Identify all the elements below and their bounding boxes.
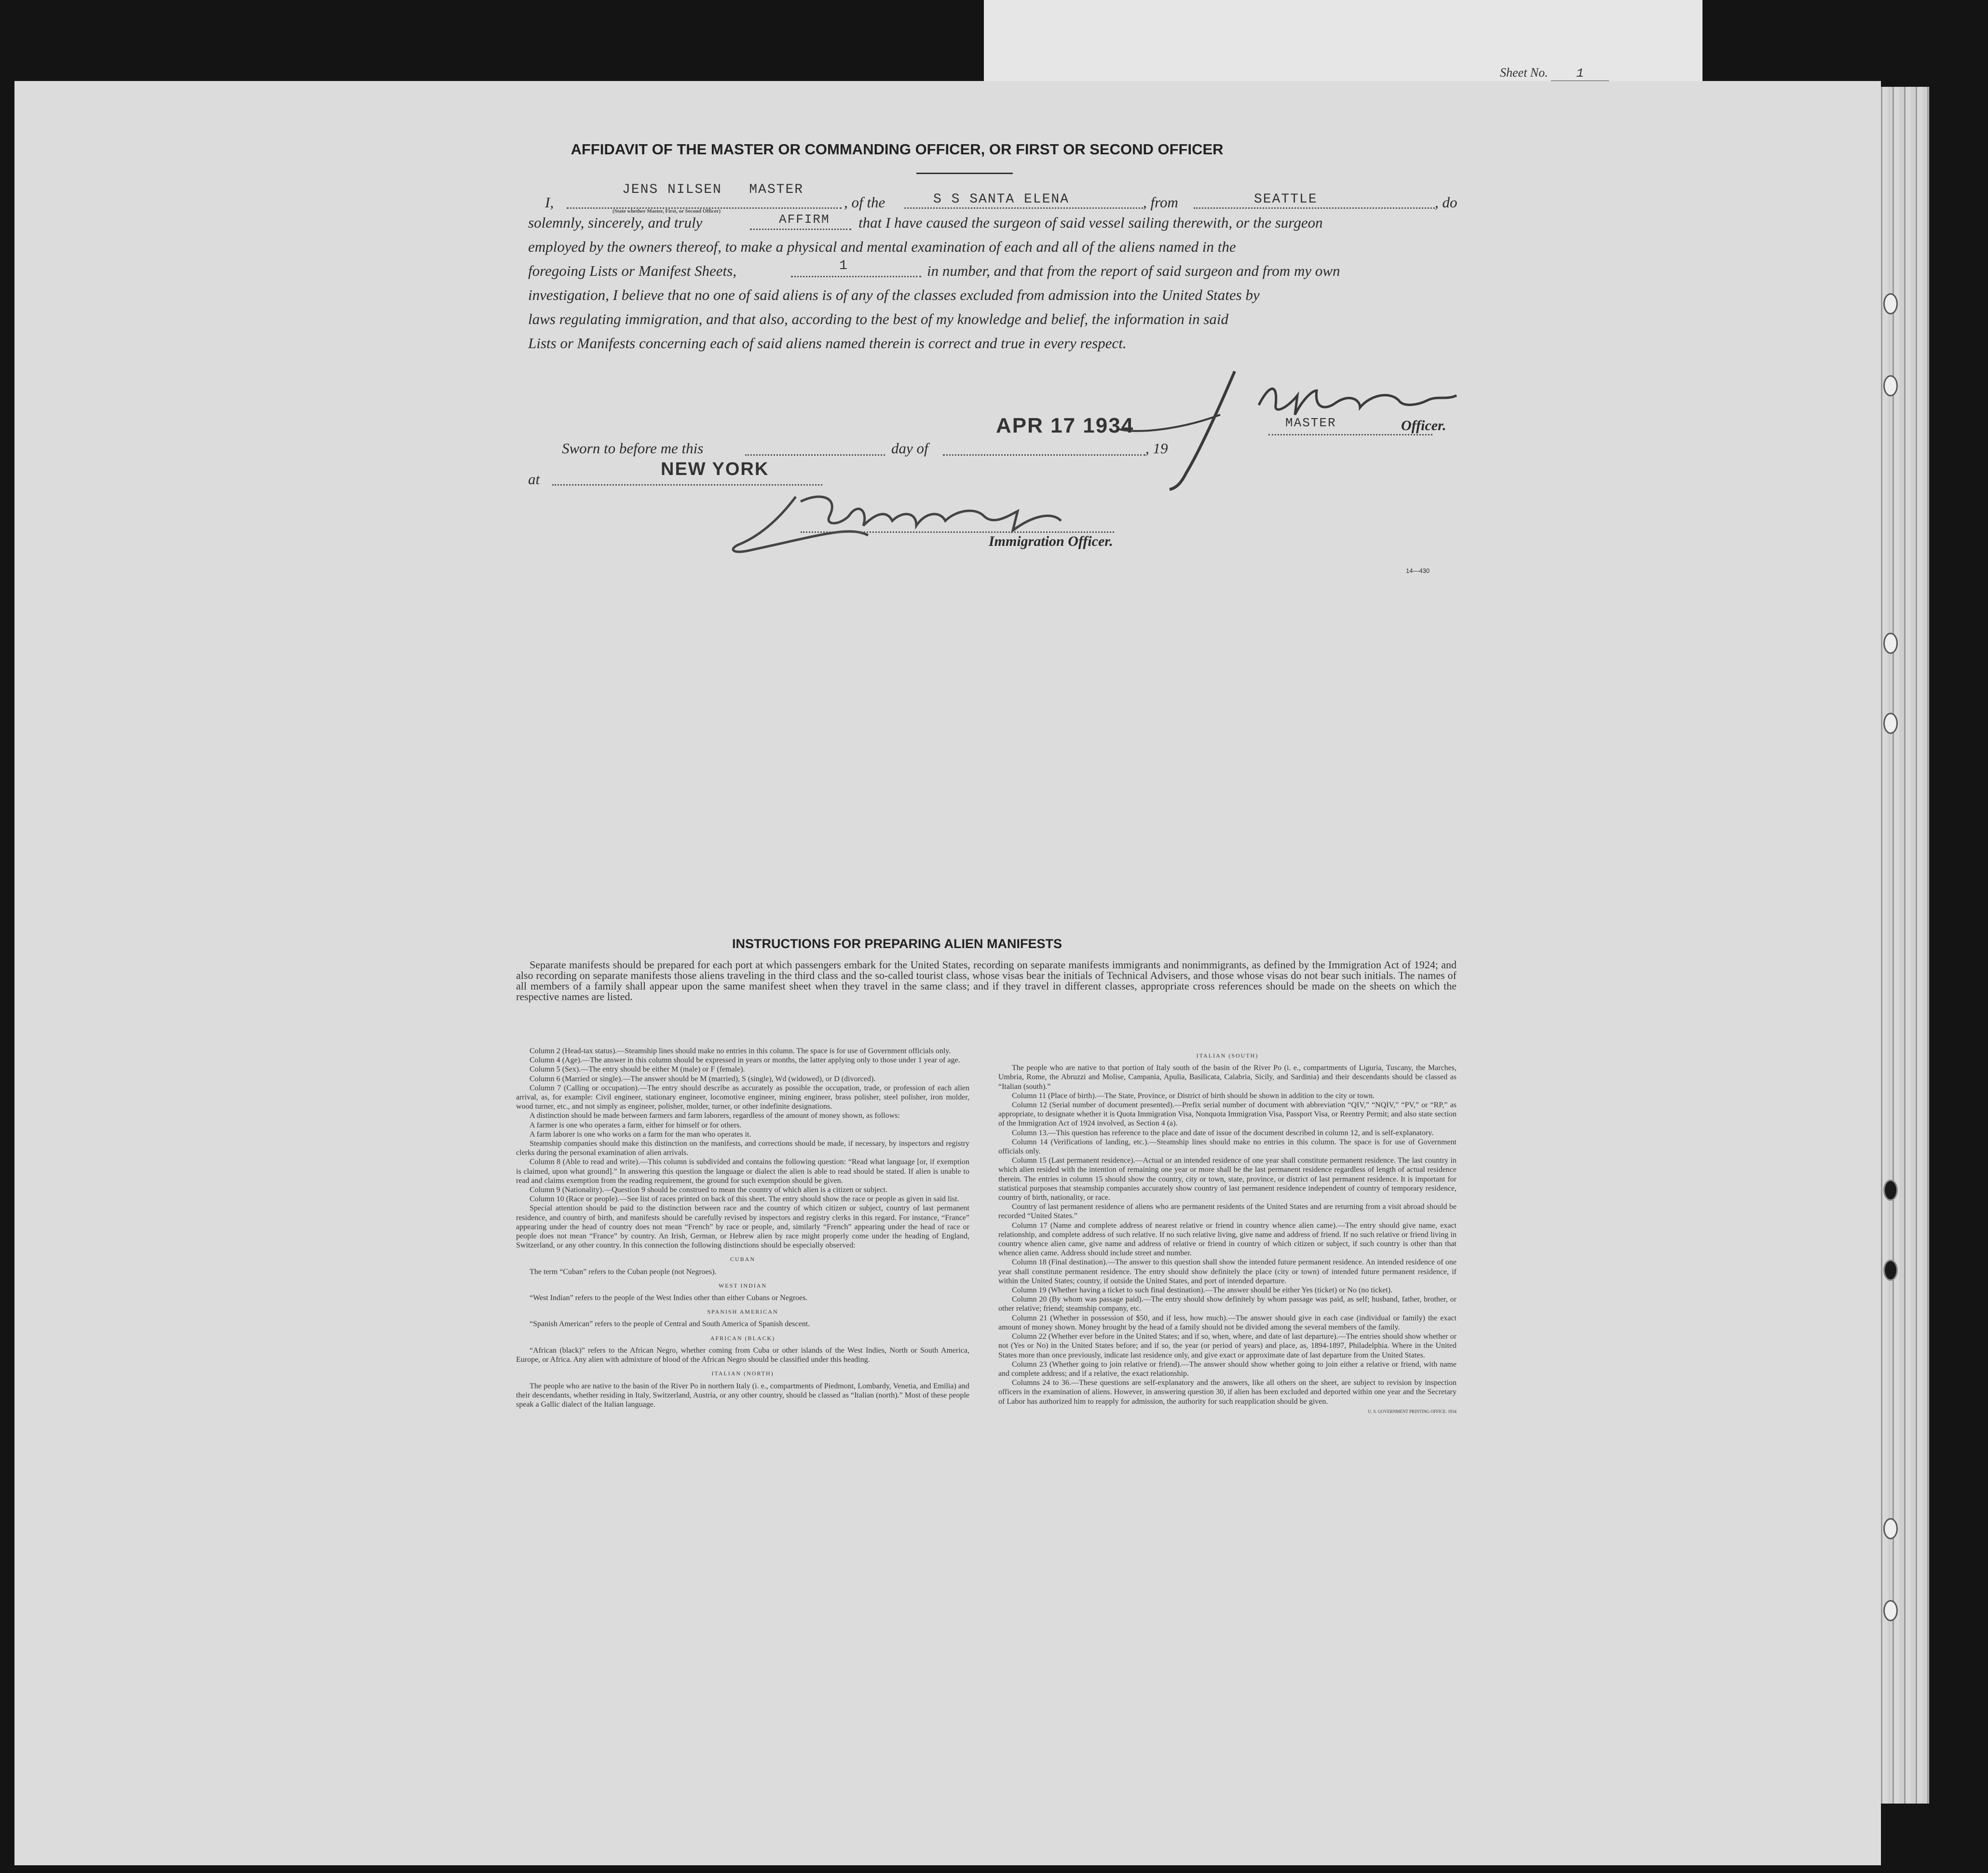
immigration-signature-line	[801, 531, 1114, 533]
left-para-12: Column 10 (Race or people).—See list of races printed on back of this sheet. The entry should show the race or people as given in said list.	[530, 1195, 959, 1204]
left-para-10: Column 8 (Able to read and write).—This column is subdivided and contains the following question: “Read what language [or, if exemption is claimed, upon what ground].” In answering this question the language or dialect the alien is able to read should be stated. If alien is unable to read and claims exemption from the reading requirement, the ground for such exemption should be given.	[516, 1158, 969, 1185]
left-para-11: Column 9 (Nationality).—Question 9 should be construed to mean the country of which alien is a citizen or subject.	[530, 1186, 888, 1194]
punch-hole-7	[1883, 1518, 1898, 1539]
italian-south-text: The people who are native to that portion of Italy south of the basin of the River Po (i. e., compartments of Liguria, Tuscany, the Marches, Umbria, Rome, the Abruzzi and Molise, Campania, Apulia, Basilicata, Calabria, Sicily, and Sardinia) and their descendants should be classed as “Italian (south).”	[998, 1064, 1457, 1091]
right-para-3: Column 13.—This question has reference to the place and date of issue of the document described in column 12, and is self-explanatory.	[1012, 1128, 1434, 1137]
right-para-7: Column 17 (Name and complete address of nearest relative or friend in country whence alien came).—The entry should give name, exact relationship, and complete address of such relative. If no such relative living, give name and address of friend. If no such relative or friend living in country whence alien came, give name and address of relative or friend in country of which citizen or subject, if such country is other than that whence alien came. Address should include street and number.	[998, 1221, 1457, 1258]
right-para-4: Column 14 (Verifications of landing, etc.).—Steamship lines should make no entries in this column. The space is for use of Government officials only.	[998, 1138, 1457, 1156]
left-para-1: Column 2 (Head-tax status).—Steamship lines should make no entries in this column. The space is for use of Government officials only.	[530, 1047, 951, 1055]
left-para-5: Column 7 (Calling or occupation).—The entry should describe as accurately as possible the occupation, trade, or profession of each alien arrival, as, for example: Civil engineer, stationary engineer, locomotive engineer, mining engineer, brass polisher, steel polisher, iron molder, wood turner, etc., and not simply as engineer, polisher, molder, turner, or other indefinite designations.	[516, 1084, 969, 1111]
punch-hole-8	[1883, 1600, 1898, 1621]
right-para-13: Column 23 (Whether going to join relative or friend).—The answer should show whether going to join either a relative or friend, with name and complete address; and if a relative, the exact relationship.	[998, 1360, 1457, 1378]
count-underline	[791, 276, 921, 277]
punch-hole-3	[1883, 633, 1898, 654]
punch-hole-1	[1883, 293, 1898, 314]
right-para-5: Column 15 (Last permanent residence).—Actual or an intended residence of one year shall constitute permanent residence. The last country in which alien resided with the intention of remaining one year or more shall be the last permanent residence regardless of length of actual residence therein. The entries in column 15 should show the country, city or town, state, province, or district of last permanent residence. It is important for statistical purposes that steamship companies accurately show country of last permanent residence independent of country of temporary residence, country of birth, nationality, or race.	[998, 1156, 1457, 1202]
spanish-american-heading: SPANISH AMERICAN	[707, 1308, 778, 1316]
instructions-title: INSTRUCTIONS FOR PREPARING ALIEN MANIFESTS	[732, 936, 1062, 951]
title-rule	[916, 173, 1013, 174]
italian-north-text: The people who are native to the basin of the River Po in northern Italy (i. e., compartments of Piedmont, Lombardy, Venetia, and Emilia) and their descendants, whether residing in Italy, Switzerland, Austria, or any other country, should be classed as “Italian (north).” Most of these people speak a Gallic dialect of the Italian language.	[516, 1382, 969, 1409]
affidavit-line2-post: that I have caused the surgeon of said vessel sailing therewith, or the surgeon	[858, 214, 1323, 231]
at-label: at	[528, 471, 540, 488]
sheet-number-value: 1	[1551, 66, 1609, 81]
sworn-day-line	[745, 454, 885, 456]
italian-north-heading: ITALIAN (NORTH)	[711, 1370, 774, 1377]
right-para-11: Column 21 (Whether in possession of $50, and if less, how much).—The answer should give in each case (individual or family) the exact amount of money shown. Money brought by the head of a family should not be divided among the several members of the family.	[998, 1314, 1457, 1331]
page-stack-edge	[1876, 87, 1929, 1804]
left-para-13: Special attention should be paid to the distinction between race and the country of which citizen or subject, country of last permanent residence, and country of birth, and manifests should be carefully revised by inspectors and registry clerks in this regard. For instance, “France” appearing under the head of country does not mean “French” by race or people, and, similarly “French” appearing under the head of race or people does not mean “France” by country. An Irish, German, or Hebrew alien by race might properly come under the heading of England, Switzerland, or any other country. In this connection the following distinctions should be especially observed:	[516, 1204, 969, 1250]
cuban-text: The term “Cuban” refers to the Cuban people (not Negroes).	[530, 1267, 717, 1276]
right-para-9: Column 19 (Whether having a ticket to such final destination).—The answer should be either Yes (ticket) or No (no ticket).	[1012, 1286, 1393, 1295]
right-para-2: Column 12 (Serial number of document presented).—Prefix serial number of document with abbreviation “QIV,” “NQIV,” “PV,” or “RP,” as appropriate, to designate whether it is Quota Immigration Visa, Nonquota Immigration Visa, Passport Visa, or Reentry Permit; and also state section of the Immigration Act of 1924 involved, as Section 4 (a).	[998, 1101, 1457, 1128]
sworn-month-line	[943, 454, 1145, 456]
affirm-word: AFFIRM	[779, 212, 830, 227]
sworn-label: Sworn to before me this	[562, 440, 704, 457]
affidavit-line2-pre: solemnly, sincerely, and truly	[528, 214, 703, 231]
left-para-3: Column 5 (Sex).—The entry should be either M (male) or F (female).	[530, 1065, 745, 1074]
right-para-1: Column 11 (Place of birth).—The State, Province, or District of birth should be shown in addition to the city or town.	[1012, 1091, 1375, 1100]
right-para-14: Columns 24 to 36.—These questions are self-explanatory and the answers, like all others on the sheet, are subject to revision by inspection officers in the examination of aliens. However, in answering question 30, if alien has been excluded and deported within one year and the Secretary of Labor has authorized him to reapply for admission, the authority for such reapplication should be given.	[998, 1379, 1457, 1406]
affirm-underline	[750, 229, 851, 230]
sheet-count: 1	[839, 258, 848, 273]
vessel-underline	[904, 207, 1143, 209]
intro-paragraph: Separate manifests should be prepared for each port at which passengers embark for the United States, recording on separate manifests immigrants and nonimmigrants, as defined by the Immigration Act of 1924; and also recording on separate manifests those aliens traveling in the third class and the so-called tourist class, whose visas bear the initials of Technical Advisers, and those whose visas do not bear such initials. The names of all members of a family shall appear upon the same manifest sheet when they travel in the same class; and if they travel in different classes, appropriate cross references should be made on the sheets on which the respective names are listed.	[516, 959, 1457, 1003]
punch-hole-5	[1883, 1180, 1898, 1201]
affidavit-line5: investigation, I believe that no one of said aliens is of any of the classes excluded from admission into the United States by	[528, 286, 1260, 303]
officer-label: Officer.	[1401, 418, 1446, 434]
left-para-8: A farm laborer is one who works on a farm for the man who operates it.	[530, 1130, 751, 1139]
affidavit-line4-post: in number, and that from the report of said surgeon and from my own	[927, 262, 1340, 279]
west-indian-heading: WEST INDIAN	[718, 1282, 767, 1289]
of-the-label: , of the	[844, 194, 885, 211]
right-para-8: Column 18 (Final destination).—The answer to this question shall show the intended future permanent residence. An intended residence of one year shall constitute permanent residence. The entry should show definitely the place (city or town) of intended future permanent residence, if within the United States; country, if outside the United States, and port of intended departure.	[998, 1258, 1457, 1285]
punch-hole-4	[1883, 713, 1898, 734]
cuban-heading: CUBAN	[730, 1256, 755, 1263]
sworn-place: NEW YORK	[661, 459, 769, 479]
form-number: 14—430	[1406, 567, 1430, 574]
italian-south-heading: ITALIAN (SOUTH)	[1196, 1052, 1259, 1059]
affidavit-line3: employed by the owners thereof, to make a physical and mental examination of each and all of the aliens named in the	[528, 238, 1236, 255]
vessel-name: S S SANTA ELENA	[933, 192, 1070, 207]
right-para-10: Column 20 (By whom was passage paid).—The entry should show definitely by whom passage was paid, as self; husband, father, brother, or other relative; friend; steamship company, etc.	[998, 1295, 1457, 1313]
do-label: , do	[1435, 194, 1457, 211]
instructions-right-column	[998, 1046, 1457, 1416]
affidavit-line6: laws regulating immigration, and that also, according to the best of my knowledge and belief, the information in said	[528, 311, 1229, 327]
affidavit-pronoun: I,	[545, 194, 554, 211]
right-para-12: Column 22 (Whether ever before in the United States; and if so, when, where, and date of last departure).—The entries should show whether or not (Yes or No) in the United States before; and if so, the year (or period of years) and place, as, 1894-1897, Philadelphia. Where in the United States more than once previously, indicate last residence only, and give exact or approximate date of last departure from the United States.	[998, 1332, 1457, 1359]
left-para-2: Column 4 (Age).—The answer in this column should be expressed in years or months, the latter applying only to those under 1 year of age.	[530, 1056, 960, 1065]
day-of-label: day of	[891, 440, 928, 457]
spanish-american-text: “Spanish American” refers to the people of Central and South America of Spanish descent.	[530, 1320, 810, 1329]
left-para-9: Steamship companies should make this distinction on the manifests, and corrections should be made, if necessary, by inspectors and registry clerks during the personal examination of alien arrivals.	[516, 1140, 969, 1157]
port-name: SEATTLE	[1254, 192, 1318, 207]
sheet-number-label: Sheet No.	[1500, 66, 1548, 80]
master-signature-line	[1268, 434, 1432, 435]
instructions-intro	[516, 960, 1457, 1002]
rank-note: (State whether Master, First, or Second Officer)	[613, 208, 721, 214]
punch-hole-6	[1883, 1260, 1898, 1281]
right-para-6: Country of last permanent residence of aliens who are permanent residents of the United States and are returning from a visit abroad should be recorded “United States.”	[998, 1203, 1457, 1221]
immigration-officer-label: Immigration Officer.	[989, 533, 1113, 549]
sheet-number	[1500, 66, 1609, 81]
year-prefix: , 19	[1145, 440, 1168, 457]
african-text: “African (black)” refers to the African Negro, whether coming from Cuba or other islands of the West Indies, North or South America, Europe, or Africa. Any alien with admixture of blood of the African Negro should be classified under this heading.	[516, 1346, 969, 1364]
left-para-4: Column 6 (Married or single).—The answer should be M (married), S (single), Wd (widowed), or D (divorced).	[530, 1074, 876, 1083]
african-heading: AFRICAN (BLACK)	[710, 1334, 776, 1342]
affidavit-title: AFFIDAVIT OF THE MASTER OR COMMANDING OFFICER, OR FIRST OR SECOND OFFICER	[571, 141, 1224, 158]
left-para-7: A farmer is one who operates a farm, either for himself or for others.	[530, 1121, 742, 1129]
affidavit-line4-pre: foregoing Lists or Manifest Sheets,	[528, 262, 736, 279]
left-para-6: A distinction should be made between farmers and farm laborers, regardless of the amount of money shown, as follows:	[530, 1112, 900, 1120]
punch-hole-2	[1883, 375, 1898, 396]
from-label: , from	[1143, 194, 1178, 211]
instructions-left-column	[516, 1046, 969, 1409]
printer-imprint: U. S. GOVERNMENT PRINTING OFFICE: 1934	[1368, 1409, 1457, 1414]
date-stamp: APR 17 1934	[996, 414, 1134, 437]
master-name: JENS NILSEN MASTER	[622, 182, 804, 197]
west-indian-text: “West Indian” refers to the people of the West Indies other than either Cubans or Negroes.	[530, 1294, 808, 1303]
affidavit-line7: Lists or Manifests concerning each of said aliens named therein is correct and true in every respect.	[528, 335, 1127, 352]
port-underline	[1194, 207, 1435, 209]
officer-rank: MASTER	[1285, 416, 1336, 430]
